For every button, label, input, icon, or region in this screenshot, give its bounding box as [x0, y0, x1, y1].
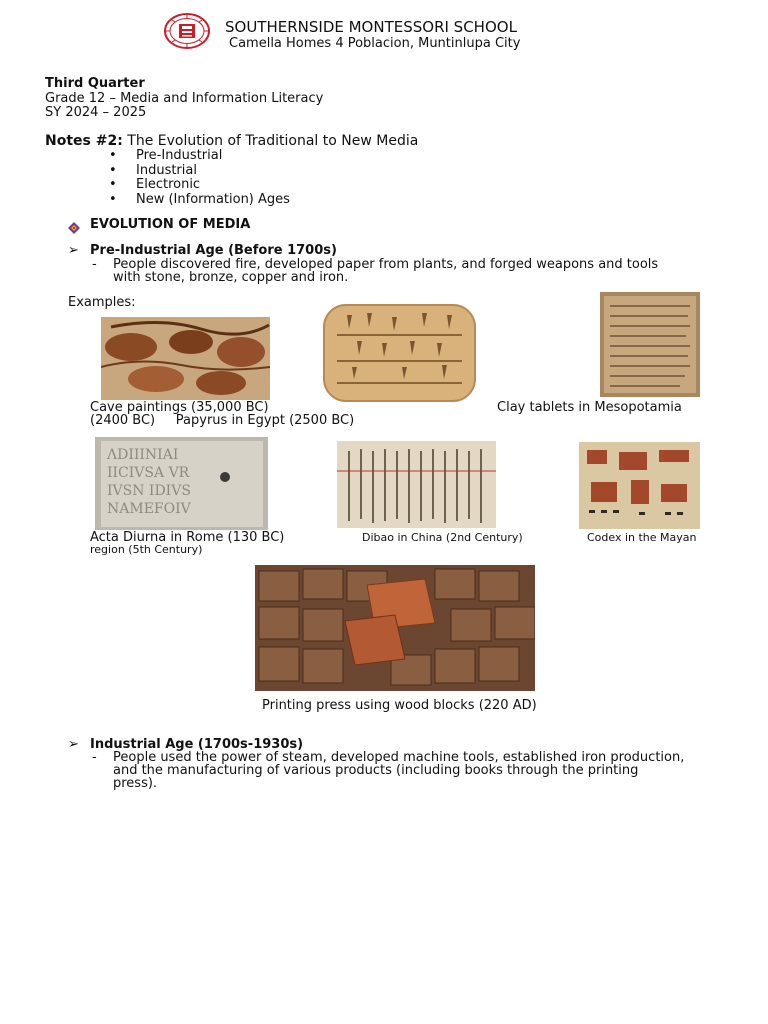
mayan-codex-image — [579, 442, 700, 529]
school-year-label: SY 2024 – 2025 — [45, 105, 147, 120]
section-title: EVOLUTION OF MEDIA — [90, 217, 251, 232]
cave-painting-image — [101, 317, 270, 400]
pre-industrial-heading: Pre-Industrial Age (Before 1700s) — [90, 243, 337, 258]
dot-bullet-icon: • — [109, 177, 117, 192]
school-seal-icon — [164, 13, 210, 49]
pre-industrial-desc-1: People discovered fire, developed paper from plants, and forged weapons and tools — [113, 257, 659, 272]
dot-bullet-icon: • — [109, 148, 117, 163]
dot-bullet-icon: • — [109, 162, 117, 178]
examples-label: Examples: — [68, 295, 136, 310]
acta-diurna-image — [95, 437, 268, 530]
svg-text:IVSN IDIVS: IVSN IDIVS — [107, 483, 191, 499]
caption-codex: Codex in the Mayan — [587, 531, 697, 544]
svg-text:IICIVSA VR: IICIVSA VR — [107, 465, 190, 481]
school-logo — [164, 13, 210, 49]
quarter-label: Third Quarter — [45, 76, 145, 91]
topic-text: Industrial — [136, 162, 197, 178]
school-address: Camella Homes 4 Poblacion, Muntinlupa City — [229, 36, 521, 51]
industrial-heading: Industrial Age (1700s-1930s) — [90, 737, 304, 752]
industrial-desc-2: and the manufacturing of various products (including books through the printing — [113, 763, 639, 778]
svg-text:ΛDIIINIAI: ΛDIIINIAI — [107, 447, 179, 463]
caption-clay: Clay tablets in Mesopotamia — [497, 400, 682, 415]
arrowhead-bullet-icon: ➢ — [68, 737, 79, 752]
section-bullet — [68, 219, 80, 231]
arrowhead-bullet-icon: ➢ — [68, 243, 79, 258]
list-item — [109, 162, 290, 178]
dibao-image — [337, 441, 496, 528]
papyrus-image — [600, 292, 700, 397]
list-item — [109, 177, 290, 192]
pre-industrial-dash: - — [92, 257, 97, 272]
topic-text: New (Information) Ages — [136, 191, 290, 207]
diamond-bullet-icon — [68, 222, 80, 234]
notes-title: The Evolution of Traditional to New Media — [127, 133, 419, 149]
caption-cave: Cave paintings (35,000 BC) — [90, 400, 269, 415]
industrial-desc-3: press). — [113, 776, 158, 791]
list-item — [109, 148, 290, 163]
topic-list — [109, 148, 290, 207]
notes-heading — [45, 133, 418, 149]
list-item — [109, 191, 290, 207]
subject-label: Grade 12 – Media and Information Literacy — [45, 91, 324, 106]
wood-block-printing-image — [255, 565, 535, 691]
topic-text: Electronic — [136, 177, 201, 192]
caption-acta: Acta Diurna in Rome (130 BC) — [90, 530, 285, 545]
school-name: SOUTHERNSIDE MONTESSORI SCHOOL — [225, 18, 517, 36]
caption-region: region (5th Century) — [90, 543, 203, 556]
caption-printing: Printing press using wood blocks (220 AD) — [262, 698, 537, 713]
industrial-dash: - — [92, 750, 97, 765]
industrial-desc-1: People used the power of steam, developed machine tools, established iron production, — [113, 750, 685, 765]
caption-dibao: Dibao in China (2nd Century) — [362, 531, 523, 544]
dot-bullet-icon: • — [109, 191, 117, 207]
topic-text: Pre-Industrial — [136, 148, 223, 163]
pre-industrial-desc-2: with stone, bronze, copper and iron. — [113, 270, 349, 285]
caption-papyrus: (2400 BC) Papyrus in Egypt (2500 BC) — [90, 413, 355, 428]
notes-label: Notes #2: — [45, 133, 123, 149]
svg-text:NAMEFOIV: NAMEFOIV — [107, 501, 191, 517]
clay-tablet-image — [322, 303, 477, 403]
